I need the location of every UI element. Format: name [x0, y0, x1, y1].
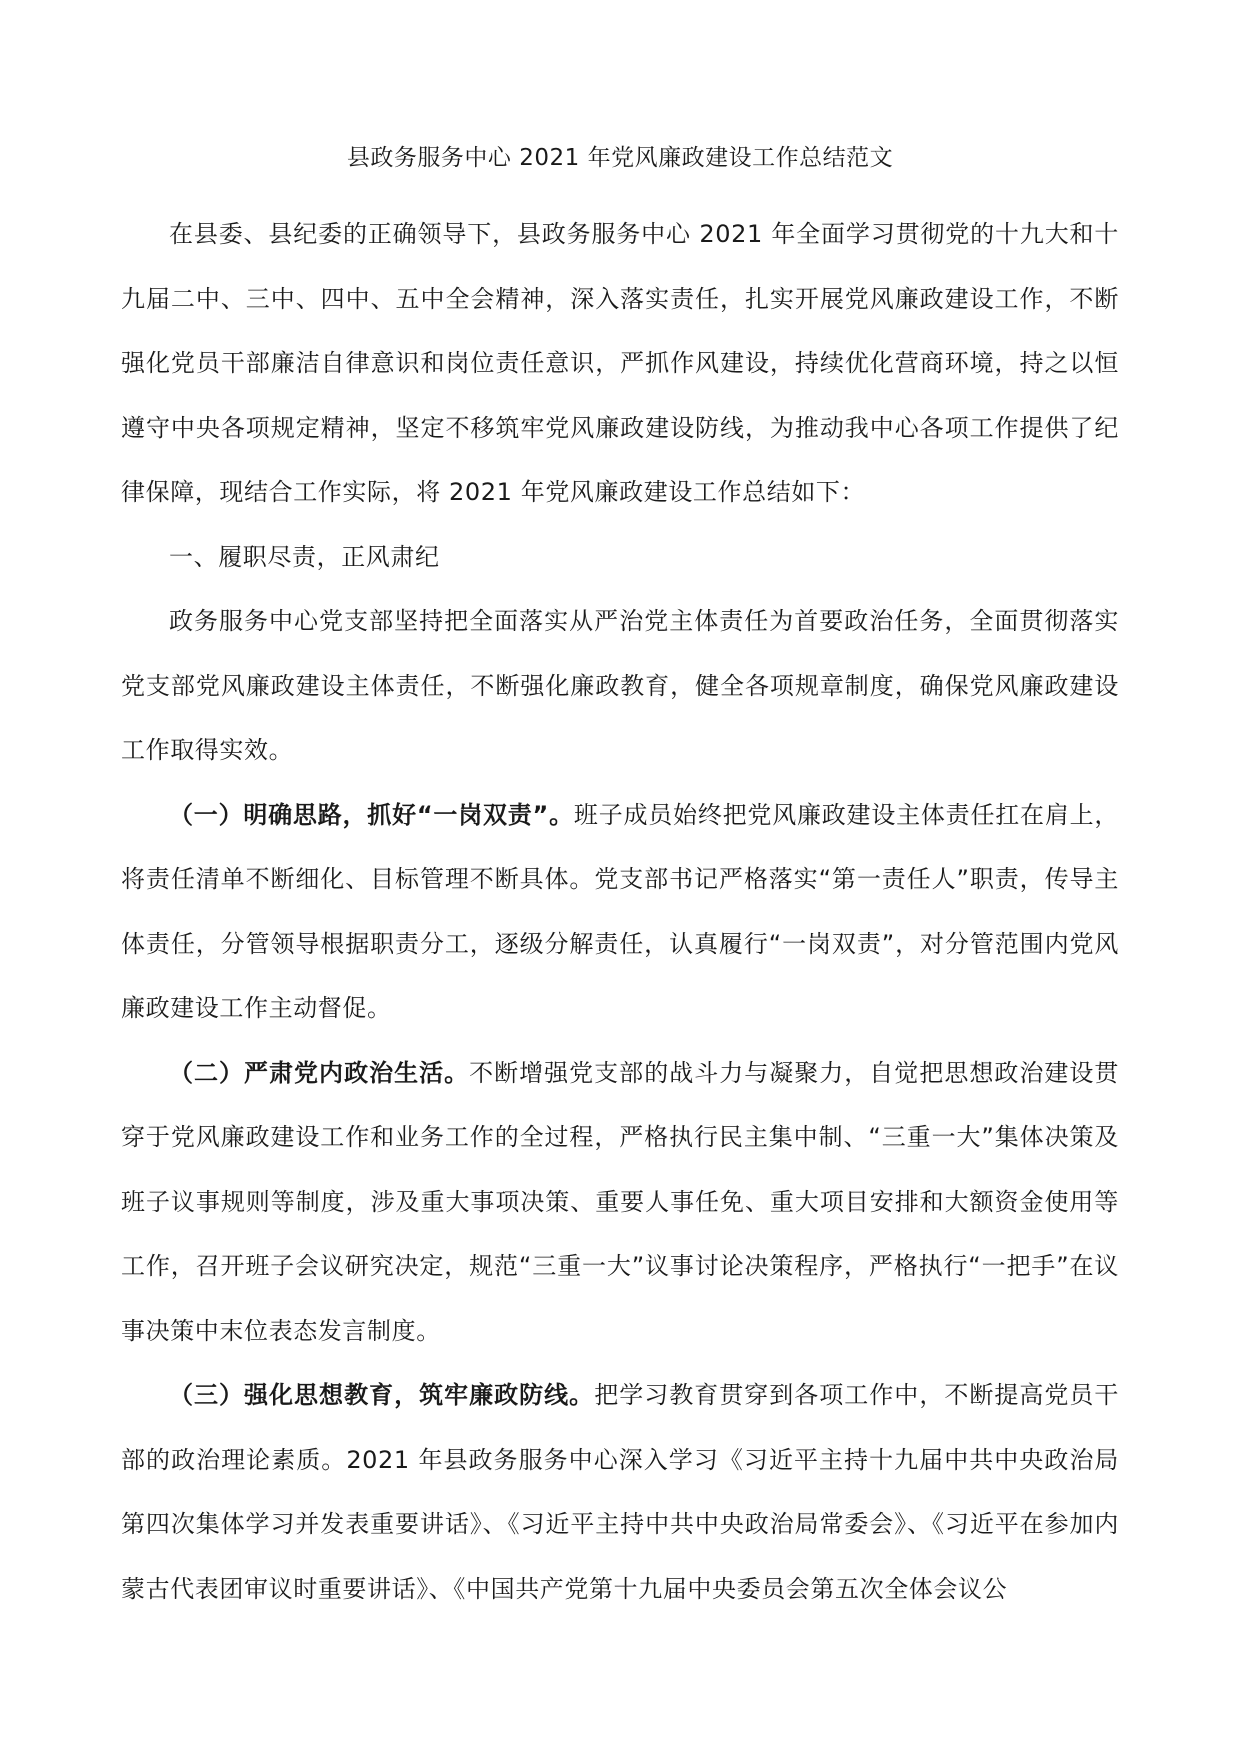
section-1-paragraph: 政务服务中心党支部坚持把全面落实从严治党主体责任为首要政治任务，全面贯彻落实党支部党风廉政建设主体责任，不断强化廉政教育，健全各项规章制度，确保党风廉政建设工作取得实效。 — [121, 607, 1119, 764]
item-3-lead: （三）强化思想教育，筑牢廉政防线。 — [169, 1381, 595, 1409]
item-2-lead: （二）严肃党内政治生活。 — [169, 1058, 470, 1087]
item-1-lead: （一）明确思路，抓好“一岗双责”。 — [169, 800, 574, 829]
intro-paragraph: 在县委、县纪委的正确领导下，县政务服务中心 2021 年全面学习贯彻党的十九大和十九届二中、三中、四中、五中全会精神，深入落实责任，扎实开展党风廉政建设工作，不断强化党员干部廉洁自律意识和岗位责任意识，严抓作风建设，持续优化营商环境，持之以恒遵守中央各项规定精神，坚定不移筑牢党风廉政建设防线，为推动我中心各项工作提供了纪律保障，现结合工作实际，将 2021 年党风廉政建设工作总结如下： — [121, 220, 1119, 506]
item-2-paragraph — [121, 1041, 1119, 1364]
item-3-paragraph — [121, 1363, 1119, 1621]
document-title: 县政务服务中心 2021 年党风廉政建设工作总结范文 — [346, 145, 894, 171]
item-3-body: 把学习教育贯穿到各项工作中，不断提高党员干部的政治理论素质。2021 年县政务服务中心深入学习《习近平主持十九届中共中央政治局第四次集体学习并发表重要讲话》、《习近平主持中共中央政治局常委会》、《习近平在参加内蒙古代表团审议时重要讲话》、《中国共产党第十九届中央委员会第五次全体会议公 — [121, 1381, 1119, 1603]
item-1-paragraph — [121, 783, 1119, 1041]
item-1-body: 班子成员始终把党风廉政建设主体责任扛在肩上，将责任清单不断细化、目标管理不断具体。党支部书记严格落实“第一责任人”职责，传导主体责任，分管领导根据职责分工，逐级分解责任，认真履行“一岗双责”，对分管范围内党风廉政建设工作主动督促。 — [121, 800, 1119, 1022]
section-heading-1: 一、履职尽责，正风肃纪 — [169, 542, 440, 571]
item-2-body: 不断增强党支部的战斗力与凝聚力，自觉把思想政治建设贯穿于党风廉政建设工作和业务工作的全过程，严格执行民主集中制、“三重一大”集体决策及班子议事规则等制度，涉及重大事项决策、重要人事任免、重大项目安排和大额资金使用等工作，召开班子会议研究决定，规范“三重一大”议事讨论决策程序，严格执行“一把手”在议事决策中末位表态发言制度。 — [121, 1058, 1119, 1345]
